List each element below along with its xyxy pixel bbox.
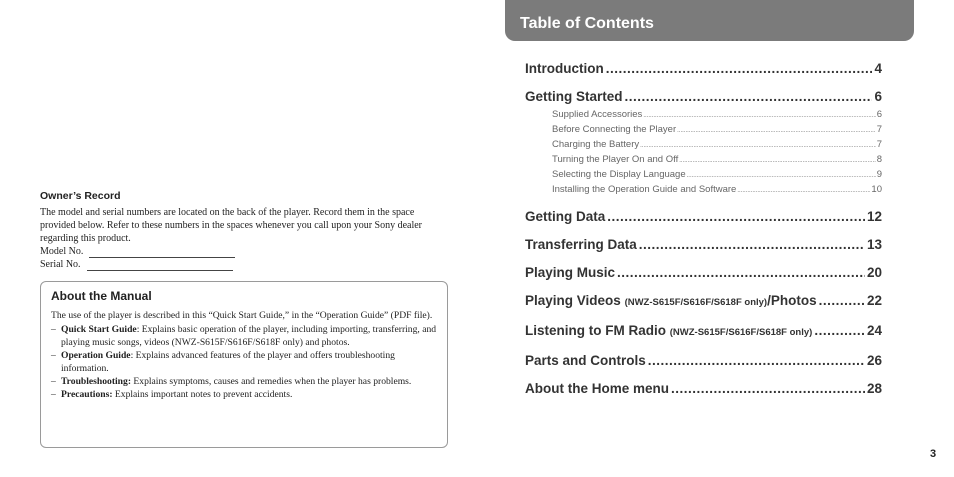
toc-sub-entry[interactable]: Supplied Accessories ..... 6 <box>552 108 882 123</box>
toc-entry-transferring-data[interactable]: Transferring Data ..... 13 <box>525 236 882 254</box>
owners-record-text: The model and serial numbers are located on the back of the player. Record them in the space provided below. Refer to these numbers in the spaces whenever you call upon your Sony dealer regarding this product. <box>40 207 423 244</box>
model-number-label: Model No. <box>40 246 84 257</box>
about-manual-item: – Quick Start Guide: Explains basic operation of the player, including importing, transferring, and playing music songs, videos (NWZ-S615F/S616F/S618F only) and photos. <box>51 324 437 348</box>
toc-entry-getting-started[interactable]: Getting Started ..... 6 <box>525 88 882 106</box>
toc-sub-entry[interactable]: Before Connecting the Player ..... 7 <box>552 123 882 138</box>
model-number-line <box>40 245 440 258</box>
toc-entry-parts-and-controls[interactable]: Parts and Controls ..... 26 <box>525 352 882 370</box>
about-manual-intro: The use of the player is described in this “Quick Start Guide,” in the “Operation Guide” (PDF file). <box>51 310 433 321</box>
toc-sub-entry[interactable]: Selecting the Display Language ..... 9 <box>552 168 882 183</box>
owners-record-section <box>40 190 440 271</box>
about-manual-heading: About the Manual <box>51 289 152 303</box>
about-manual-item: – Operation Guide: Explains advanced features of the player and offers troubleshooting information. <box>51 350 395 374</box>
about-manual-item: – Precautions: Explains important notes to prevent accidents. <box>51 389 293 400</box>
toc-sub-entry[interactable]: Turning the Player On and Off ..... 8 <box>552 153 882 168</box>
serial-number-blank <box>87 260 233 271</box>
toc-entry-playing-music[interactable]: Playing Music ..... 20 <box>525 264 882 282</box>
model-number-blank <box>89 247 235 258</box>
toc-entry-introduction[interactable]: Introduction ..... 4 <box>525 60 882 78</box>
toc-title: Table of Contents <box>520 15 654 32</box>
table-of-contents <box>525 60 882 398</box>
toc-entry-getting-data[interactable]: Getting Data ..... 12 <box>525 208 882 226</box>
toc-sub-entry[interactable]: Charging the Battery ..... 7 <box>552 138 882 153</box>
about-manual-list <box>51 323 437 401</box>
serial-number-line <box>40 258 440 271</box>
serial-number-label: Serial No. <box>40 259 81 270</box>
about-manual-item: – Troubleshooting: Explains symptoms, causes and remedies when the player has problems. <box>51 376 412 387</box>
page-number: 3 <box>930 448 937 460</box>
toc-sub-entry[interactable]: Installing the Operation Guide and Software ..... 10 <box>552 183 882 198</box>
toc-entry-home-menu[interactable]: About the Home menu ..... 28 <box>525 380 882 398</box>
toc-entry-playing-videos[interactable]: Playing Videos (NWZ-S615F/S616F/S618F only)/Photos ..... 22 <box>525 292 882 312</box>
about-manual-box <box>40 281 448 448</box>
toc-entry-fm-radio[interactable]: Listening to FM Radio (NWZ-S615F/S616F/S618F only) ..... 24 <box>525 322 882 342</box>
toc-header-bar <box>505 0 914 41</box>
owners-record-heading: Owner’s Record <box>40 190 121 202</box>
